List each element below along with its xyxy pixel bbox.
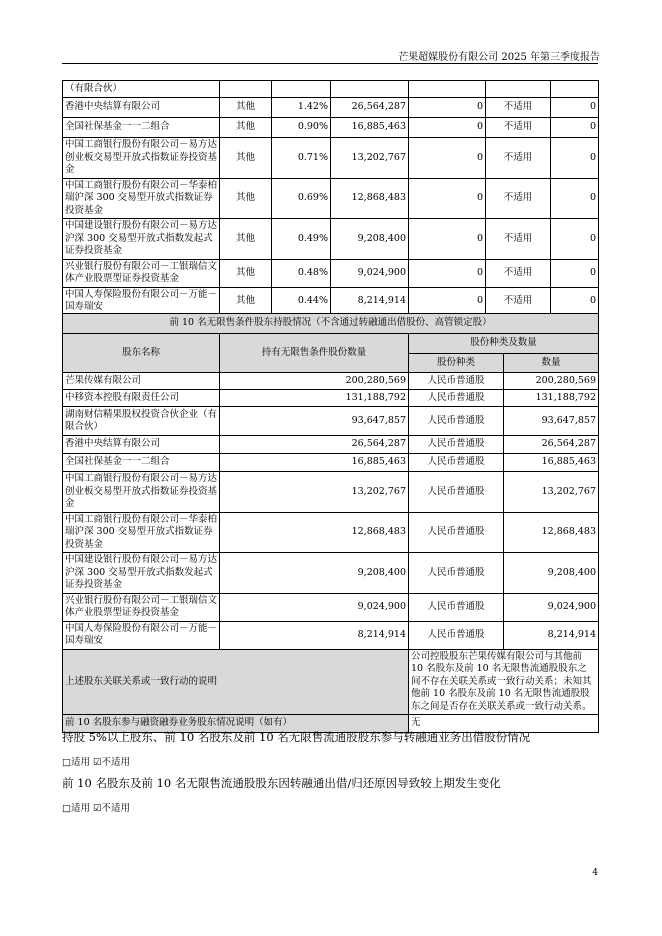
restricted-quantity: 0 bbox=[409, 259, 486, 287]
holding-percent: 0.90% bbox=[272, 118, 331, 138]
table-row bbox=[63, 593, 599, 621]
restricted-quantity: 0 bbox=[409, 118, 486, 138]
shareholder-type: 其他 bbox=[220, 178, 272, 219]
table-row bbox=[63, 219, 599, 260]
shareholder-type: 其他 bbox=[220, 118, 272, 138]
unrestricted-quantity: 13,202,767 bbox=[220, 472, 409, 513]
shareholder-name: 中国人寿保险股份有限公司－万能－国寿瑞安 bbox=[63, 621, 220, 649]
table-row bbox=[63, 138, 599, 179]
unrestricted-quantity: 12,868,483 bbox=[220, 512, 409, 553]
table-row bbox=[63, 472, 599, 513]
holding-percent: 0.44% bbox=[272, 287, 331, 315]
header-rule bbox=[62, 63, 598, 64]
share-count: 9,024,900 bbox=[504, 593, 599, 621]
holding-quantity: 9,024,900 bbox=[331, 259, 409, 287]
shareholder-name: 兴业银行股份有限公司－工银瑞信文体产业股票型证券投资基金 bbox=[63, 593, 220, 621]
shareholder-name: 中国工商银行股份有限公司－华泰柏瑞沪深 300 交易型开放式指数证券投资基金 bbox=[63, 512, 220, 553]
holding-quantity: 26,564,287 bbox=[331, 98, 409, 118]
table-row bbox=[63, 512, 599, 553]
unrestricted-quantity: 200,280,569 bbox=[220, 373, 409, 390]
pledge-quantity: 0 bbox=[551, 138, 599, 179]
holding-quantity: 16,885,463 bbox=[331, 118, 409, 138]
unrestricted-quantity: 131,188,792 bbox=[220, 390, 409, 407]
pledge-status: 不适用 bbox=[486, 259, 551, 287]
share-kind: 人民币普通股 bbox=[409, 593, 504, 621]
restricted-quantity: 0 bbox=[409, 98, 486, 118]
unrestricted-quantity: 8,214,914 bbox=[220, 621, 409, 649]
col-header-name: 股东名称 bbox=[63, 334, 220, 373]
relation-text: 公司控股股东芒果传媒有限公司与其他前 10 名股东及前 10 名无限售流通股股东之间不存在关联关系或一致行动关系；未知其他前 10 名股东及前 10 名无限售流通股股东之间是否存在关联关系或一致行动关系。 bbox=[409, 649, 599, 715]
pledge-quantity bbox=[551, 81, 599, 98]
shareholder-type: 其他 bbox=[220, 98, 272, 118]
pledge-quantity: 0 bbox=[551, 219, 599, 260]
share-kind: 人民币普通股 bbox=[409, 454, 504, 472]
lending-note-title: 持股 5%以上股东、前 10 名股东及前 10 名无限售流通股股东参与转融通业务出借股份情况 bbox=[62, 730, 531, 744]
pledge-quantity: 0 bbox=[551, 98, 599, 118]
unrestricted-quantity: 16,885,463 bbox=[220, 454, 409, 472]
share-kind: 人民币普通股 bbox=[409, 553, 504, 594]
pledge-status: 不适用 bbox=[486, 219, 551, 260]
pledge-quantity: 0 bbox=[551, 287, 599, 315]
shareholder-name: 全国社保基金一一二组合 bbox=[63, 454, 220, 472]
shareholder-type bbox=[220, 81, 272, 98]
share-kind: 人民币普通股 bbox=[409, 512, 504, 553]
shareholder-name: 中国工商银行股份有限公司－易方达创业板交易型开放式指数证券投资基金 bbox=[63, 138, 220, 179]
holding-quantity: 13,202,767 bbox=[331, 138, 409, 179]
share-count: 26,564,287 bbox=[504, 436, 599, 454]
holding-quantity: 9,208,400 bbox=[331, 219, 409, 260]
unrestricted-quantity: 26,564,287 bbox=[220, 436, 409, 454]
col-header-kind-group: 股份种类及数量 bbox=[409, 334, 599, 354]
pledge-status: 不适用 bbox=[486, 98, 551, 118]
share-kind: 人民币普通股 bbox=[409, 407, 504, 436]
shareholder-name: （有限合伙） bbox=[63, 81, 220, 98]
share-kind: 人民币普通股 bbox=[409, 390, 504, 407]
shareholder-name: 中移资本控股有限责任公司 bbox=[63, 390, 220, 407]
holding-quantity: 12,868,483 bbox=[331, 178, 409, 219]
shareholder-name: 中国人寿保险股份有限公司－万能－国寿瑞安 bbox=[63, 287, 220, 315]
holding-percent: 0.69% bbox=[272, 178, 331, 219]
pledge-quantity: 0 bbox=[551, 259, 599, 287]
restricted-quantity: 0 bbox=[409, 138, 486, 179]
relation-label: 上述股东关联关系或一致行动的说明 bbox=[63, 649, 409, 715]
share-kind: 人民币普通股 bbox=[409, 621, 504, 649]
shareholder-type: 其他 bbox=[220, 219, 272, 260]
unrestricted-quantity: 9,024,900 bbox=[220, 593, 409, 621]
table-row bbox=[63, 373, 599, 390]
lending-note-choice: □适用 ☑不适用 bbox=[62, 757, 131, 768]
pledge-quantity: 0 bbox=[551, 178, 599, 219]
margin-label: 前 10 名股东参与融资融券业务股东情况说明（如有） bbox=[63, 715, 409, 733]
share-count: 8,214,914 bbox=[504, 621, 599, 649]
pledge-status: 不适用 bbox=[486, 118, 551, 138]
share-count: 9,208,400 bbox=[504, 553, 599, 594]
table-row bbox=[63, 407, 599, 436]
restricted-quantity: 0 bbox=[409, 178, 486, 219]
holding-percent: 0.71% bbox=[272, 138, 331, 179]
holding-percent bbox=[272, 81, 331, 98]
col-header-count: 数量 bbox=[504, 354, 599, 373]
pledge-quantity: 0 bbox=[551, 118, 599, 138]
share-count: 13,202,767 bbox=[504, 472, 599, 513]
table-row bbox=[63, 98, 599, 118]
table-row bbox=[63, 454, 599, 472]
holding-percent: 0.49% bbox=[272, 219, 331, 260]
share-count: 200,280,569 bbox=[504, 373, 599, 390]
shareholder-name: 全国社保基金一一二组合 bbox=[63, 118, 220, 138]
share-kind: 人民币普通股 bbox=[409, 373, 504, 390]
holding-quantity: 8,214,914 bbox=[331, 287, 409, 315]
pledge-status bbox=[486, 81, 551, 98]
holding-quantity bbox=[331, 81, 409, 98]
share-kind: 人民币普通股 bbox=[409, 472, 504, 513]
shareholder-type: 其他 bbox=[220, 138, 272, 179]
share-count: 12,868,483 bbox=[504, 512, 599, 553]
page-number: 4 bbox=[592, 868, 598, 878]
shareholder-type: 其他 bbox=[220, 259, 272, 287]
pledge-status: 不适用 bbox=[486, 287, 551, 315]
shareholder-type: 其他 bbox=[220, 287, 272, 315]
shareholder-name: 湖南财信精果股权投资合伙企业（有限合伙） bbox=[63, 407, 220, 436]
table-row bbox=[63, 178, 599, 219]
holding-percent: 0.48% bbox=[272, 259, 331, 287]
shareholder-name: 兴业银行股份有限公司－工银瑞信文体产业股票型证券投资基金 bbox=[63, 259, 220, 287]
pledge-status: 不适用 bbox=[486, 138, 551, 179]
table-row bbox=[63, 621, 599, 649]
share-count: 16,885,463 bbox=[504, 454, 599, 472]
share-kind: 人民币普通股 bbox=[409, 436, 504, 454]
share-count: 131,188,792 bbox=[504, 390, 599, 407]
top-shareholders-table-continued bbox=[62, 80, 599, 316]
margin-text: 无 bbox=[409, 715, 599, 733]
restricted-quantity: 0 bbox=[409, 219, 486, 260]
col-header-qty: 持有无限售条件股份数量 bbox=[220, 334, 409, 373]
table-row bbox=[63, 118, 599, 138]
shareholder-name: 香港中央结算有限公司 bbox=[63, 98, 220, 118]
table-row bbox=[63, 390, 599, 407]
table-title: 前 10 名无限售条件股东持股情况（不含通过转融通出借股份、高管锁定股） bbox=[63, 314, 599, 334]
pledge-status: 不适用 bbox=[486, 178, 551, 219]
table-row bbox=[63, 436, 599, 454]
table-row bbox=[63, 81, 599, 98]
share-count: 93,647,857 bbox=[504, 407, 599, 436]
col-header-kind: 股份种类 bbox=[409, 354, 504, 373]
change-note-title: 前 10 名股东及前 10 名无限售流通股股东因转融通出借/归还原因导致较上期发生变化 bbox=[62, 776, 501, 790]
holding-percent: 1.42% bbox=[272, 98, 331, 118]
change-note-choice: □适用 ☑不适用 bbox=[62, 803, 131, 814]
shareholder-name: 中国建设银行股份有限公司－易方达沪深 300 交易型开放式指数发起式证券投资基金 bbox=[63, 219, 220, 260]
shareholder-name: 中国工商银行股份有限公司－易方达创业板交易型开放式指数证券投资基金 bbox=[63, 472, 220, 513]
unrestricted-quantity: 9,208,400 bbox=[220, 553, 409, 594]
shareholder-name: 中国工商银行股份有限公司－华泰柏瑞沪深 300 交易型开放式指数证券投资基金 bbox=[63, 178, 220, 219]
table-row bbox=[63, 553, 599, 594]
report-header: 芒果超媒股份有限公司 2025 年第三季度报告 bbox=[398, 52, 600, 63]
shareholder-name: 芒果传媒有限公司 bbox=[63, 373, 220, 390]
table-row bbox=[63, 287, 599, 315]
restricted-quantity bbox=[409, 81, 486, 98]
shareholder-name: 香港中央结算有限公司 bbox=[63, 436, 220, 454]
unrestricted-shareholders-table bbox=[62, 313, 599, 733]
restricted-quantity: 0 bbox=[409, 287, 486, 315]
table-row bbox=[63, 259, 599, 287]
shareholder-name: 中国建设银行股份有限公司－易方达沪深 300 交易型开放式指数发起式证券投资基金 bbox=[63, 553, 220, 594]
unrestricted-quantity: 93,647,857 bbox=[220, 407, 409, 436]
